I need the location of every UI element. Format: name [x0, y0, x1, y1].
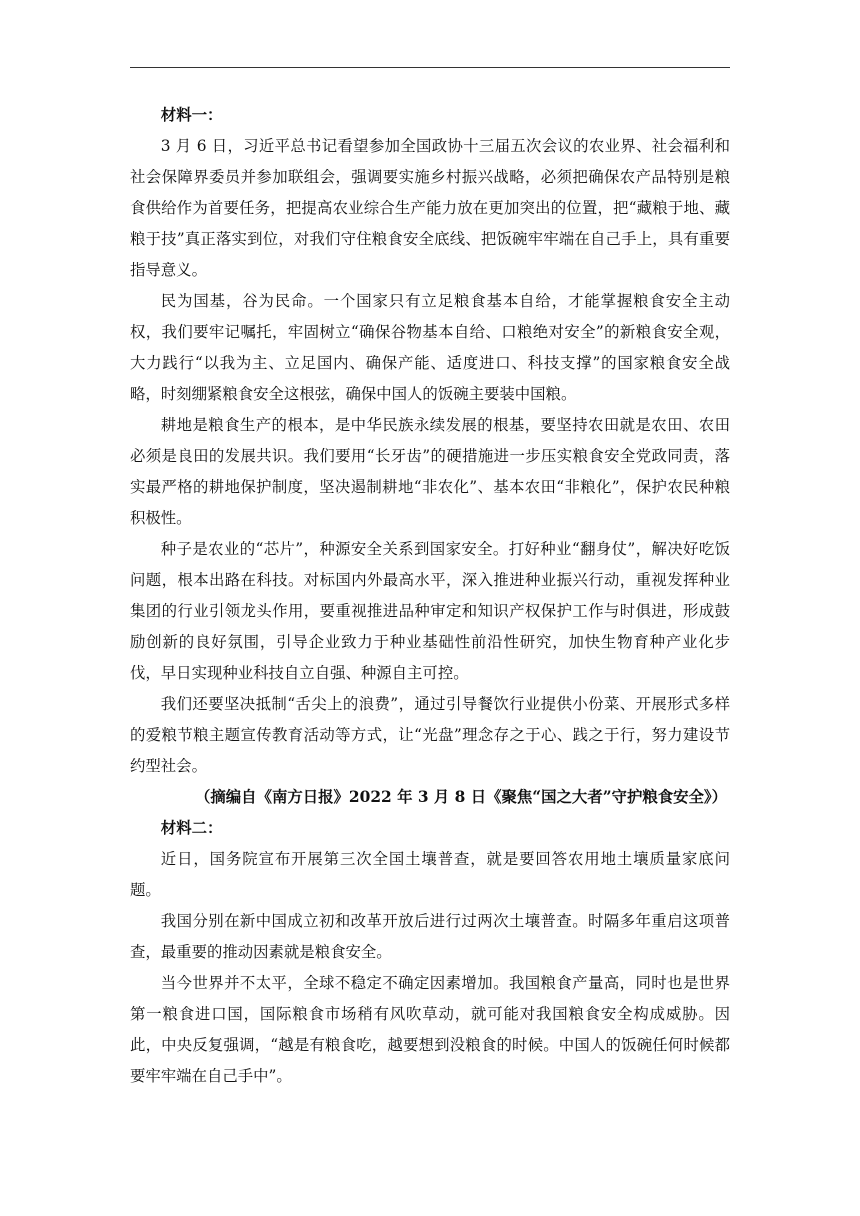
material-two-label: 材料二： — [160, 819, 223, 837]
header-rule — [130, 67, 730, 68]
material-two-paragraph-3: 当今世界并不太平，全球不稳定不确定因素增加。我国粮食产量高，同时也是世界第一粮食进口国，国际粮食市场稍有风吹草动，就可能对我国粮食安全构成威胁。因此，中央反复强调，“越是有粮食吃，越要想到没粮食的时候。中国人的饭碗任何时候都要牢牢端在自己手中”。 — [130, 974, 730, 1085]
material-one-paragraph-3: 耕地是粮食生产的根本，是中华民族永续发展的根基，要坚持农田就是农田、农田必须是良田的发展共识。我们要用“长牙齿”的硬措施进一步压实粮食安全党政同责，落实最严格的耕地保护制度，坚决遏制耕地“非农化”、基本农田“非粮化”，保护农民种粮积极性。 — [130, 416, 730, 527]
material-one-source: （摘编自《南方日报》2022 年 3 月 8 日《聚焦“国之大者”守护粮食安全》） — [195, 788, 727, 806]
material-one-paragraph-1: 3 月 6 日，习近平总书记看望参加全国政协十三届五次会议的农业界、社会福利和社会保障界委员并参加联组会，强调要实施乡村振兴战略，必须把确保农产品特别是粮食供给作为首要任务，把提高农业综合生产能力放在更加突出的位置，把“藏粮于地、藏粮于技”真正落实到位，对我们守住粮食安全底线、把饭碗牢牢端在自己手上，具有重要指导意义。 — [130, 137, 730, 279]
material-two-paragraph-1: 近日，国务院宣布开展第三次全国土壤普查，就是要回答农用地土壤质量家底问题。 — [130, 850, 730, 899]
article-body — [130, 100, 730, 1092]
material-two-paragraph-2: 我国分别在新中国成立初和改革开放后进行过两次土壤普查。时隔多年重启这项普查，最重要的推动因素就是粮食安全。 — [130, 912, 730, 961]
material-one-paragraph-5: 我们还要坚决抵制“舌尖上的浪费”，通过引导餐饮行业提供小份菜、开展形式多样的爱粮节粮主题宣传教育活动等方式，让“光盘”理念存之于心、践之于行，努力建设节约型社会。 — [130, 695, 730, 775]
material-one-label: 材料一： — [160, 106, 223, 124]
material-one-paragraph-2: 民为国基，谷为民命。一个国家只有立足粮食基本自给，才能掌握粮食安全主动权，我们要牢记嘱托，牢固树立“确保谷物基本自给、口粮绝对安全”的新粮食安全观，大力践行“以我为主、立足国内、确保产能、适度进口、科技支撑”的国家粮食安全战略，时刻绷紧粮食安全这根弦，确保中国人的饭碗主要装中国粮。 — [130, 292, 730, 403]
material-one-paragraph-4: 种子是农业的“芯片”，种源安全关系到国家安全。打好种业“翻身仗”，解决好吃饭问题，根本出路在科技。对标国内外最高水平，深入推进种业振兴行动，重视发挥种业集团的行业引领龙头作用，要重视推进品种审定和知识产权保护工作与时俱进，形成鼓励创新的良好氛围，引导企业致力于种业基础性前沿性研究，加快生物育种产业化步伐，早日实现种业科技自立自强、种源自主可控。 — [130, 540, 730, 682]
